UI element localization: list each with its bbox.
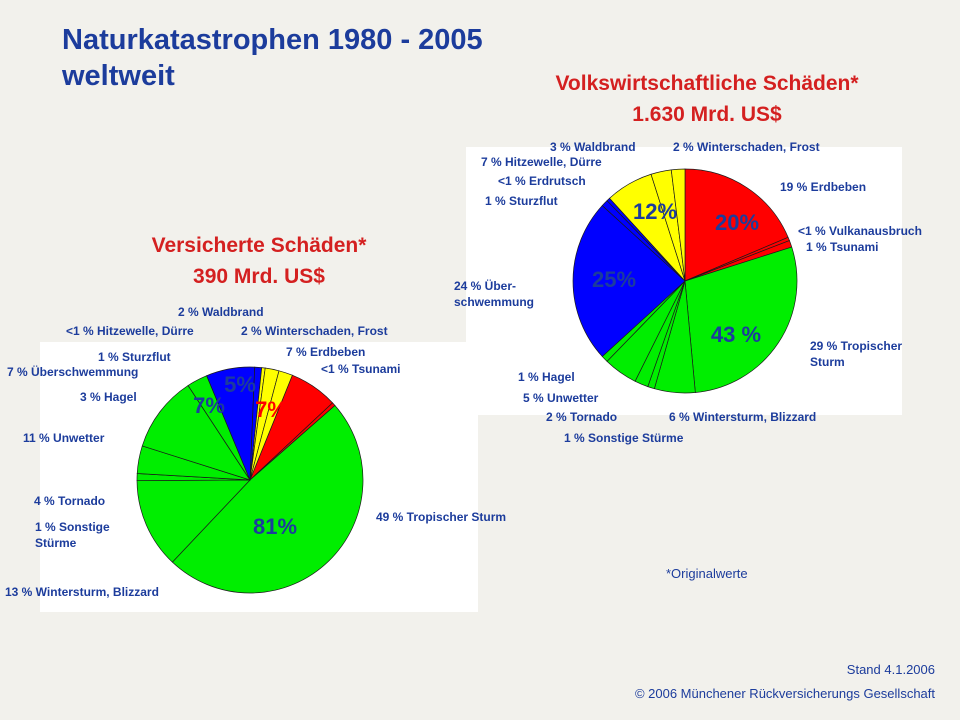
group-percent-label: 7% — [193, 393, 225, 418]
slice-label-7-hitzewelle-dürre: 7 % Hitzewelle, Dürre — [481, 155, 602, 169]
slice-label-1-sonstige-stürme: 1 % Sonstige Stürme — [35, 520, 110, 550]
slice-label-2-waldbrand: 2 % Waldbrand — [178, 305, 264, 319]
slice-label-7-erdbeben: 7 % Erdbeben — [286, 345, 366, 359]
pie-slices — [137, 367, 363, 593]
insured-losses-total: 390 Mrd. US$ — [193, 265, 325, 288]
slice-label-24-über-schwemmung: 24 % Über-schwemmung — [454, 279, 535, 309]
footnote: *Originalwerte — [666, 566, 748, 581]
group-percent-label: 7% — [255, 397, 287, 422]
group-percent-label: 5% — [224, 372, 256, 397]
slice-label-5-unwetter: 5 % Unwetter — [523, 391, 599, 405]
slice-label-1-sturzflut: 1 % Sturzflut — [98, 350, 171, 364]
slice-label-11-unwetter: 11 % Unwetter — [23, 431, 105, 445]
slice-label-2-winterschaden-frost: 2 % Winterschaden, Frost — [673, 140, 820, 154]
group-percent-label: 81% — [252, 514, 298, 539]
slice-label-1-tsunami: 1 % Tsunami — [806, 240, 879, 254]
slice-label-1-tsunami: <1 % Tsunami — [321, 362, 401, 376]
slice-label-3-hagel: 3 % Hagel — [80, 390, 137, 404]
slice-label-29-tropischer-sturm: 29 % Tropischer Sturm — [810, 339, 903, 369]
slice-label-1-sonstige-stürme: 1 % Sonstige Stürme — [564, 431, 684, 445]
slice-label-1-sturzflut: 1 % Sturzflut — [485, 194, 558, 208]
slice-label-4-tornado: 4 % Tornado — [34, 494, 106, 508]
group-percent-label: 12% — [632, 199, 678, 224]
economic-losses-total: 1.630 Mrd. US$ — [632, 103, 782, 126]
slice-label-19-erdbeben: 19 % Erdbeben — [780, 180, 867, 194]
slice-label-1-hagel: 1 % Hagel — [518, 370, 575, 384]
slice-label-1-vulkanausbruch: <1 % Vulkanausbruch — [798, 224, 922, 238]
group-percent-label: 25% — [591, 267, 637, 292]
slice-label-7-überschwemmung: 7 % Überschwemmung — [7, 365, 139, 379]
slice-label-3-waldbrand: 3 % Waldbrand — [550, 140, 636, 154]
page-title-line1: Naturkatastrophen 1980 - 2005 — [62, 24, 483, 56]
economic-losses-heading: Volkswirtschaftliche Schäden* — [555, 72, 859, 95]
insured-losses-heading: Versicherte Schäden* — [151, 234, 367, 257]
page-title-line2: weltweit — [62, 60, 175, 92]
stand-date: Stand 4.1.2006 — [846, 662, 935, 677]
slice-label-2-winterschaden-frost: 2 % Winterschaden, Frost — [241, 324, 388, 338]
slice-label-13-wintersturm-blizzard: 13 % Wintersturm, Blizzard — [5, 585, 159, 599]
group-percent-label: 20% — [714, 210, 760, 235]
group-percent-label: 43 % — [710, 322, 762, 347]
slice-label-6-wintersturm-blizzard: 6 % Wintersturm, Blizzard — [669, 410, 817, 424]
slice-label-1-hitzewelle-dürre: <1 % Hitzewelle, Dürre — [66, 324, 194, 338]
copyright-notice: © 2006 Münchener Rückversicherungs Gesellschaft — [634, 686, 935, 701]
slice-label-2-tornado: 2 % Tornado — [546, 410, 618, 424]
slice-label-1-erdrutsch: <1 % Erdrutsch — [498, 174, 586, 188]
slice-label-49-tropischer-sturm: 49 % Tropischer Sturm — [376, 510, 507, 524]
